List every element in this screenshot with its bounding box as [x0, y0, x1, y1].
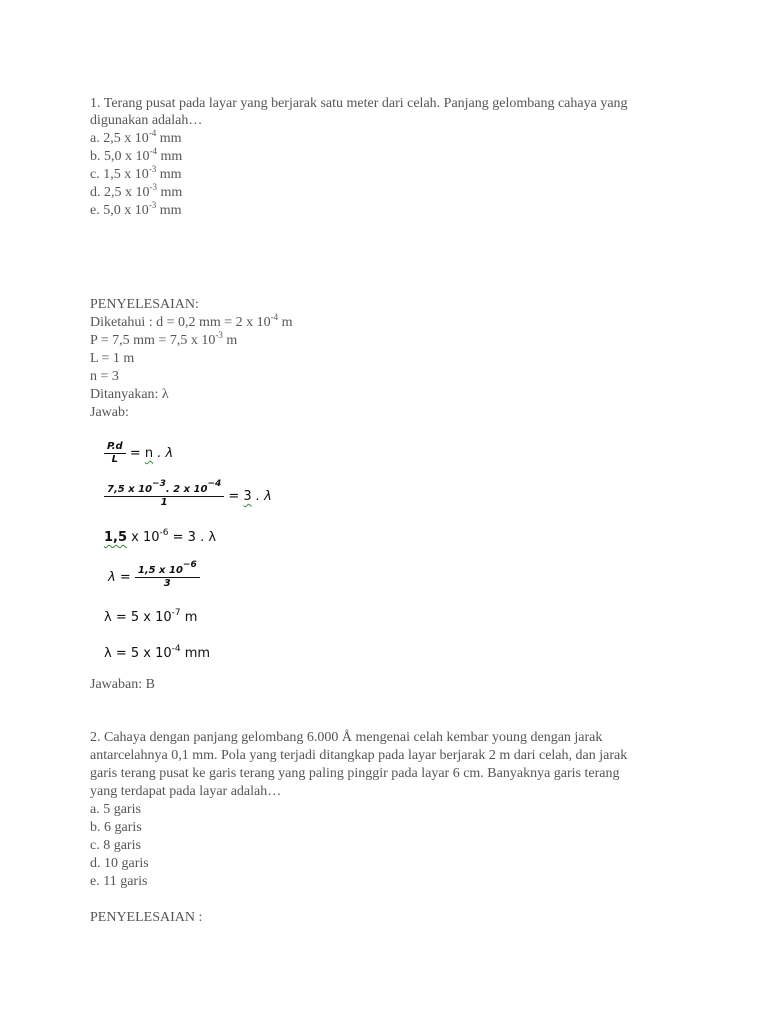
q2-option-d: d. 10 garis [90, 856, 149, 871]
answer-label: Jawab: [90, 405, 129, 420]
q2-option-e: e. 11 garis [90, 874, 148, 889]
q1-stem-line2: digunakan adalah… [90, 113, 203, 128]
q1-option-e: e. 5,0 x $10^{-3}$ mm [90, 200, 182, 218]
solution2-heading: PENYELESAIAN : [90, 910, 203, 925]
equation-6: λ = 5 x $10^{-4}$ mm [104, 644, 211, 661]
equation-5: λ = 5 x $10^{-7}$ m [104, 608, 198, 625]
q1-stem-line1: 1. Terang pusat pada layar yang berjarak satu meter dari celah. Panjang gelombang cahaya yang [90, 96, 628, 111]
final-answer: Jawaban: B [90, 677, 155, 692]
q2-stem-line3: garis terang pusat ke garis terang yang paling pinggir pada layar 6 cm. Banyaknya garis terang [90, 766, 620, 781]
known-l: L = 1 m [90, 351, 135, 366]
known-d: Diketahui : d = 0,2 mm = 2 x $10^{-4}$ m [90, 312, 293, 330]
equation-2: $\frac{7,5 x 10^{-3}. 2 x 10^{-4}}{1}$ = 3 . λ [104, 484, 272, 509]
solution1-heading: PENYELESAIAN: [90, 297, 199, 312]
q2-stem-line4: yang terdapat pada layar adalah… [90, 784, 282, 799]
q2-option-b: b. 6 garis [90, 820, 142, 835]
q2-stem-line2: antarcelahnya 0,1 mm. Pola yang terjadi ditangkap pada layar berjarak 2 m dari celah, dan jarak [90, 748, 628, 763]
q1-option-d: d. 2,5 x $10^{-3}$ mm [90, 182, 183, 200]
q1-option-c: c. 1,5 x $10^{-3}$ mm [90, 164, 182, 182]
q1-option-a: a. 2,5 x $10^{-4}$ mm [90, 128, 182, 146]
equation-4: λ = $\frac{1,5 x 10^{-6}}{3}$ [108, 565, 200, 590]
known-n: n = 3 [90, 369, 119, 384]
equation-3: 1,5 x $10^{-6} = 3$ . λ [104, 528, 217, 545]
asked: Ditanyakan: λ [90, 387, 169, 402]
q2-stem-line1: 2. Cahaya dengan panjang gelombang 6.000 Å mengenai celah kembar young dengan jarak [90, 730, 603, 745]
known-p: P = 7,5 mm = 7,5 x $10^{-3}$ m [90, 330, 238, 348]
q1-option-b: b. 5,0 x $10^{-4}$ mm [90, 146, 183, 164]
equation-1: $\frac{P.d}{L}$ = n . λ [104, 441, 173, 466]
q2-option-a: a. 5 garis [90, 802, 141, 817]
q2-option-c: c. 8 garis [90, 838, 141, 853]
